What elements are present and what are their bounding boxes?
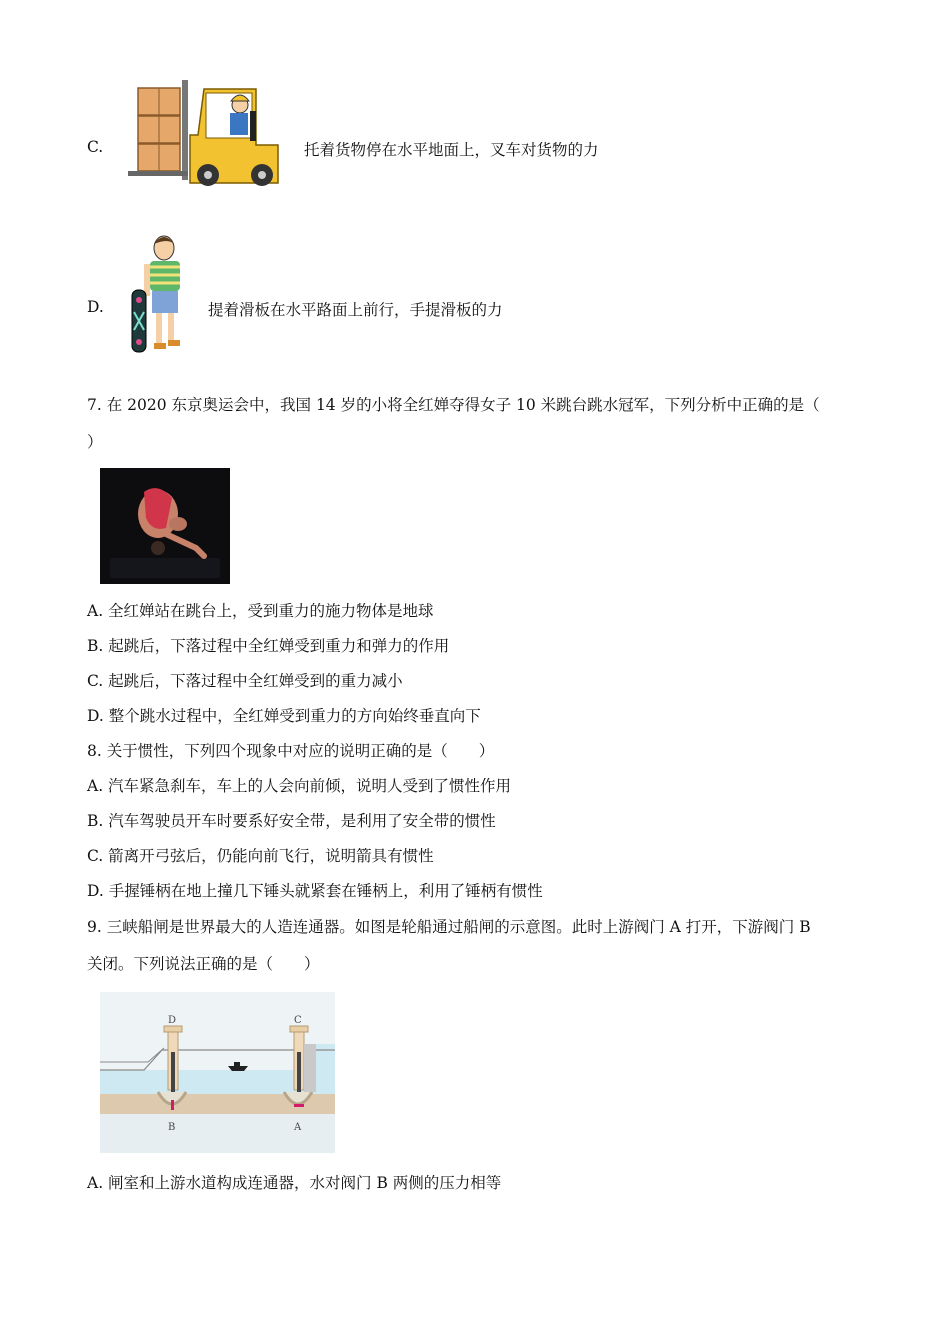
ship-lock-diagram bbox=[100, 992, 335, 1153]
option-c-text: 托着货物停在水平地面上，叉车对货物的力 bbox=[304, 141, 599, 159]
diver-photo bbox=[100, 468, 230, 584]
q7-option-c: C. 起跳后，下落过程中全红婵受到的重力减小 bbox=[87, 672, 403, 690]
option-d-letter: D. bbox=[87, 298, 104, 316]
q8-option-c: C. 箭离开弓弦后，仍能向前飞行，说明箭具有惯性 bbox=[87, 847, 434, 865]
q9-stem-line1: 9. 三峡船闸是世界最大的人造连通器。如图是轮船通过船闸的示意图。此时上游阀门 A 打开，下游阀门 B bbox=[87, 918, 811, 936]
q7-option-d: D. 整个跳水过程中，全红婵受到重力的方向始终垂直向下 bbox=[87, 707, 481, 725]
q8-option-b: B. 汽车驾驶员开车时要系好安全带，是利用了安全带的惯性 bbox=[87, 812, 496, 830]
option-c-letter: C. bbox=[87, 138, 104, 156]
q8-option-a: A. 汽车紧急刹车，车上的人会向前倾，说明人受到了惯性作用 bbox=[87, 777, 512, 795]
q8-option-d: D. 手握锤柄在地上撞几下锤头就紧套在锤柄上，利用了锤柄有惯性 bbox=[87, 882, 543, 900]
option-d-text: 提着滑板在水平路面上前行，手提滑板的力 bbox=[208, 301, 503, 319]
q8-stem: 8. 关于惯性，下列四个现象中对应的说明正确的是（ ） bbox=[87, 742, 495, 760]
label-a: A bbox=[294, 1122, 302, 1133]
q7-option-b: B. 起跳后，下落过程中全红婵受到重力和弹力的作用 bbox=[87, 637, 450, 655]
q7-option-a: A. 全红婵站在跳台上，受到重力的施力物体是地球 bbox=[87, 602, 434, 620]
q9-stem-line2: 关闭。下列说法正确的是（ ） bbox=[87, 955, 320, 973]
q9-option-a: A. 闸室和上游水道构成连通器，水对阀门 B 两侧的压力相等 bbox=[87, 1174, 502, 1192]
label-b: B bbox=[168, 1122, 176, 1133]
boy-skateboard-illustration bbox=[128, 230, 190, 362]
label-c: C bbox=[294, 1015, 302, 1026]
forklift-illustration bbox=[128, 75, 280, 190]
q7-stem-line2: ） bbox=[87, 433, 103, 451]
label-d: D bbox=[168, 1015, 177, 1026]
q7-stem-line1: 7. 在 2020 东京奥运会中，我国 14 岁的小将全红婵夺得女子 10 米跳台跳水冠军，下列分析中正确的是（ bbox=[87, 396, 820, 414]
